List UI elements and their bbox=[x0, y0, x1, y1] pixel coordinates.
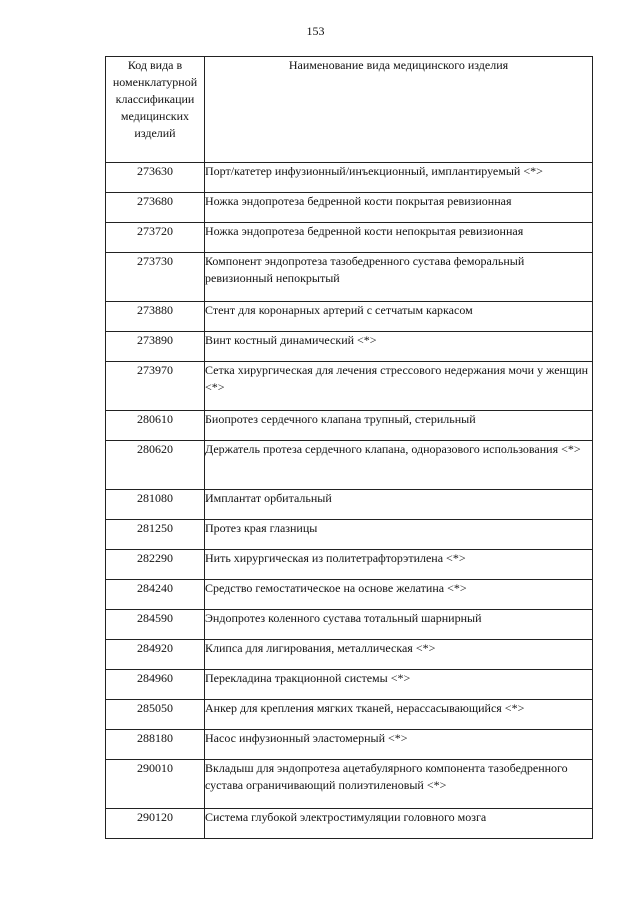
table-row bbox=[106, 193, 593, 223]
table-row bbox=[106, 610, 593, 640]
device-name: Винт костный динамический <*> bbox=[205, 332, 593, 362]
table-row bbox=[106, 253, 593, 302]
table-row bbox=[106, 730, 593, 760]
device-name: Клипса для лигирования, металлическая <*> bbox=[205, 640, 593, 670]
device-name: Ножка эндопротеза бедренной кости непокрытая ревизионная bbox=[205, 223, 593, 253]
table-row bbox=[106, 490, 593, 520]
table-row bbox=[106, 700, 593, 730]
device-name: Держатель протеза сердечного клапана, одноразового использования <*> bbox=[205, 441, 593, 490]
table-row bbox=[106, 550, 593, 580]
table-row bbox=[106, 580, 593, 610]
table-row bbox=[106, 809, 593, 839]
device-code: 290120 bbox=[106, 809, 205, 839]
device-name: Протез края глазницы bbox=[205, 520, 593, 550]
device-code: 284590 bbox=[106, 610, 205, 640]
device-name: Стент для коронарных артерий с сетчатым каркасом bbox=[205, 302, 593, 332]
device-name: Средство гемостатическое на основе желатина <*> bbox=[205, 580, 593, 610]
device-name: Порт/катетер инфузионный/инъекционный, имплантируемый <*> bbox=[205, 163, 593, 193]
device-code: 280620 bbox=[106, 441, 205, 490]
device-code: 273880 bbox=[106, 302, 205, 332]
table-row bbox=[106, 670, 593, 700]
device-name: Сетка хирургическая для лечения стрессового недержания мочи у женщин <*> bbox=[205, 362, 593, 411]
device-name: Имплантат орбитальный bbox=[205, 490, 593, 520]
device-code: 273970 bbox=[106, 362, 205, 411]
device-name: Перекладина тракционной системы <*> bbox=[205, 670, 593, 700]
device-code: 273630 bbox=[106, 163, 205, 193]
device-name: Компонент эндопротеза тазобедренного сустава феморальный ревизионный непокрытый bbox=[205, 253, 593, 302]
device-code: 281080 bbox=[106, 490, 205, 520]
device-name: Эндопротез коленного сустава тотальный шарнирный bbox=[205, 610, 593, 640]
device-code: 284960 bbox=[106, 670, 205, 700]
code-column-header: Код вида в номенклатурной классификации медицинских изделий bbox=[106, 57, 205, 163]
device-name: Система глубокой электростимуляции головного мозга bbox=[205, 809, 593, 839]
device-code: 288180 bbox=[106, 730, 205, 760]
device-code: 273680 bbox=[106, 193, 205, 223]
table-row bbox=[106, 640, 593, 670]
name-column-header: Наименование вида медицинского изделия bbox=[205, 57, 593, 163]
table-row bbox=[106, 223, 593, 253]
table-row bbox=[106, 302, 593, 332]
device-code: 284240 bbox=[106, 580, 205, 610]
device-code: 284920 bbox=[106, 640, 205, 670]
device-code: 290010 bbox=[106, 760, 205, 809]
device-code: 282290 bbox=[106, 550, 205, 580]
table-row bbox=[106, 411, 593, 441]
table-row bbox=[106, 441, 593, 490]
device-code: 281250 bbox=[106, 520, 205, 550]
device-code: 285050 bbox=[106, 700, 205, 730]
device-name: Нить хирургическая из политетрафторэтилена <*> bbox=[205, 550, 593, 580]
page-number: 153 bbox=[306, 24, 325, 38]
device-name: Насос инфузионный эластомерный <*> bbox=[205, 730, 593, 760]
device-name: Ножка эндопротеза бедренной кости покрытая ревизионная bbox=[205, 193, 593, 223]
device-code: 273890 bbox=[106, 332, 205, 362]
device-name: Вкладыш для эндопротеза ацетабулярного компонента тазобедренного сустава ограничивающий полиэтиленовый <*> bbox=[205, 760, 593, 809]
device-name: Анкер для крепления мягких тканей, нерассасывающийся <*> bbox=[205, 700, 593, 730]
device-name: Биопротез сердечного клапана трупный, стерильный bbox=[205, 411, 593, 441]
table-row bbox=[106, 332, 593, 362]
table-row bbox=[106, 520, 593, 550]
table-row bbox=[106, 760, 593, 809]
table-row bbox=[106, 362, 593, 411]
device-code: 280610 bbox=[106, 411, 205, 441]
table-row bbox=[106, 163, 593, 193]
device-code: 273720 bbox=[106, 223, 205, 253]
device-classification-table bbox=[105, 56, 593, 839]
device-code: 273730 bbox=[106, 253, 205, 302]
table-header-row bbox=[106, 57, 593, 163]
